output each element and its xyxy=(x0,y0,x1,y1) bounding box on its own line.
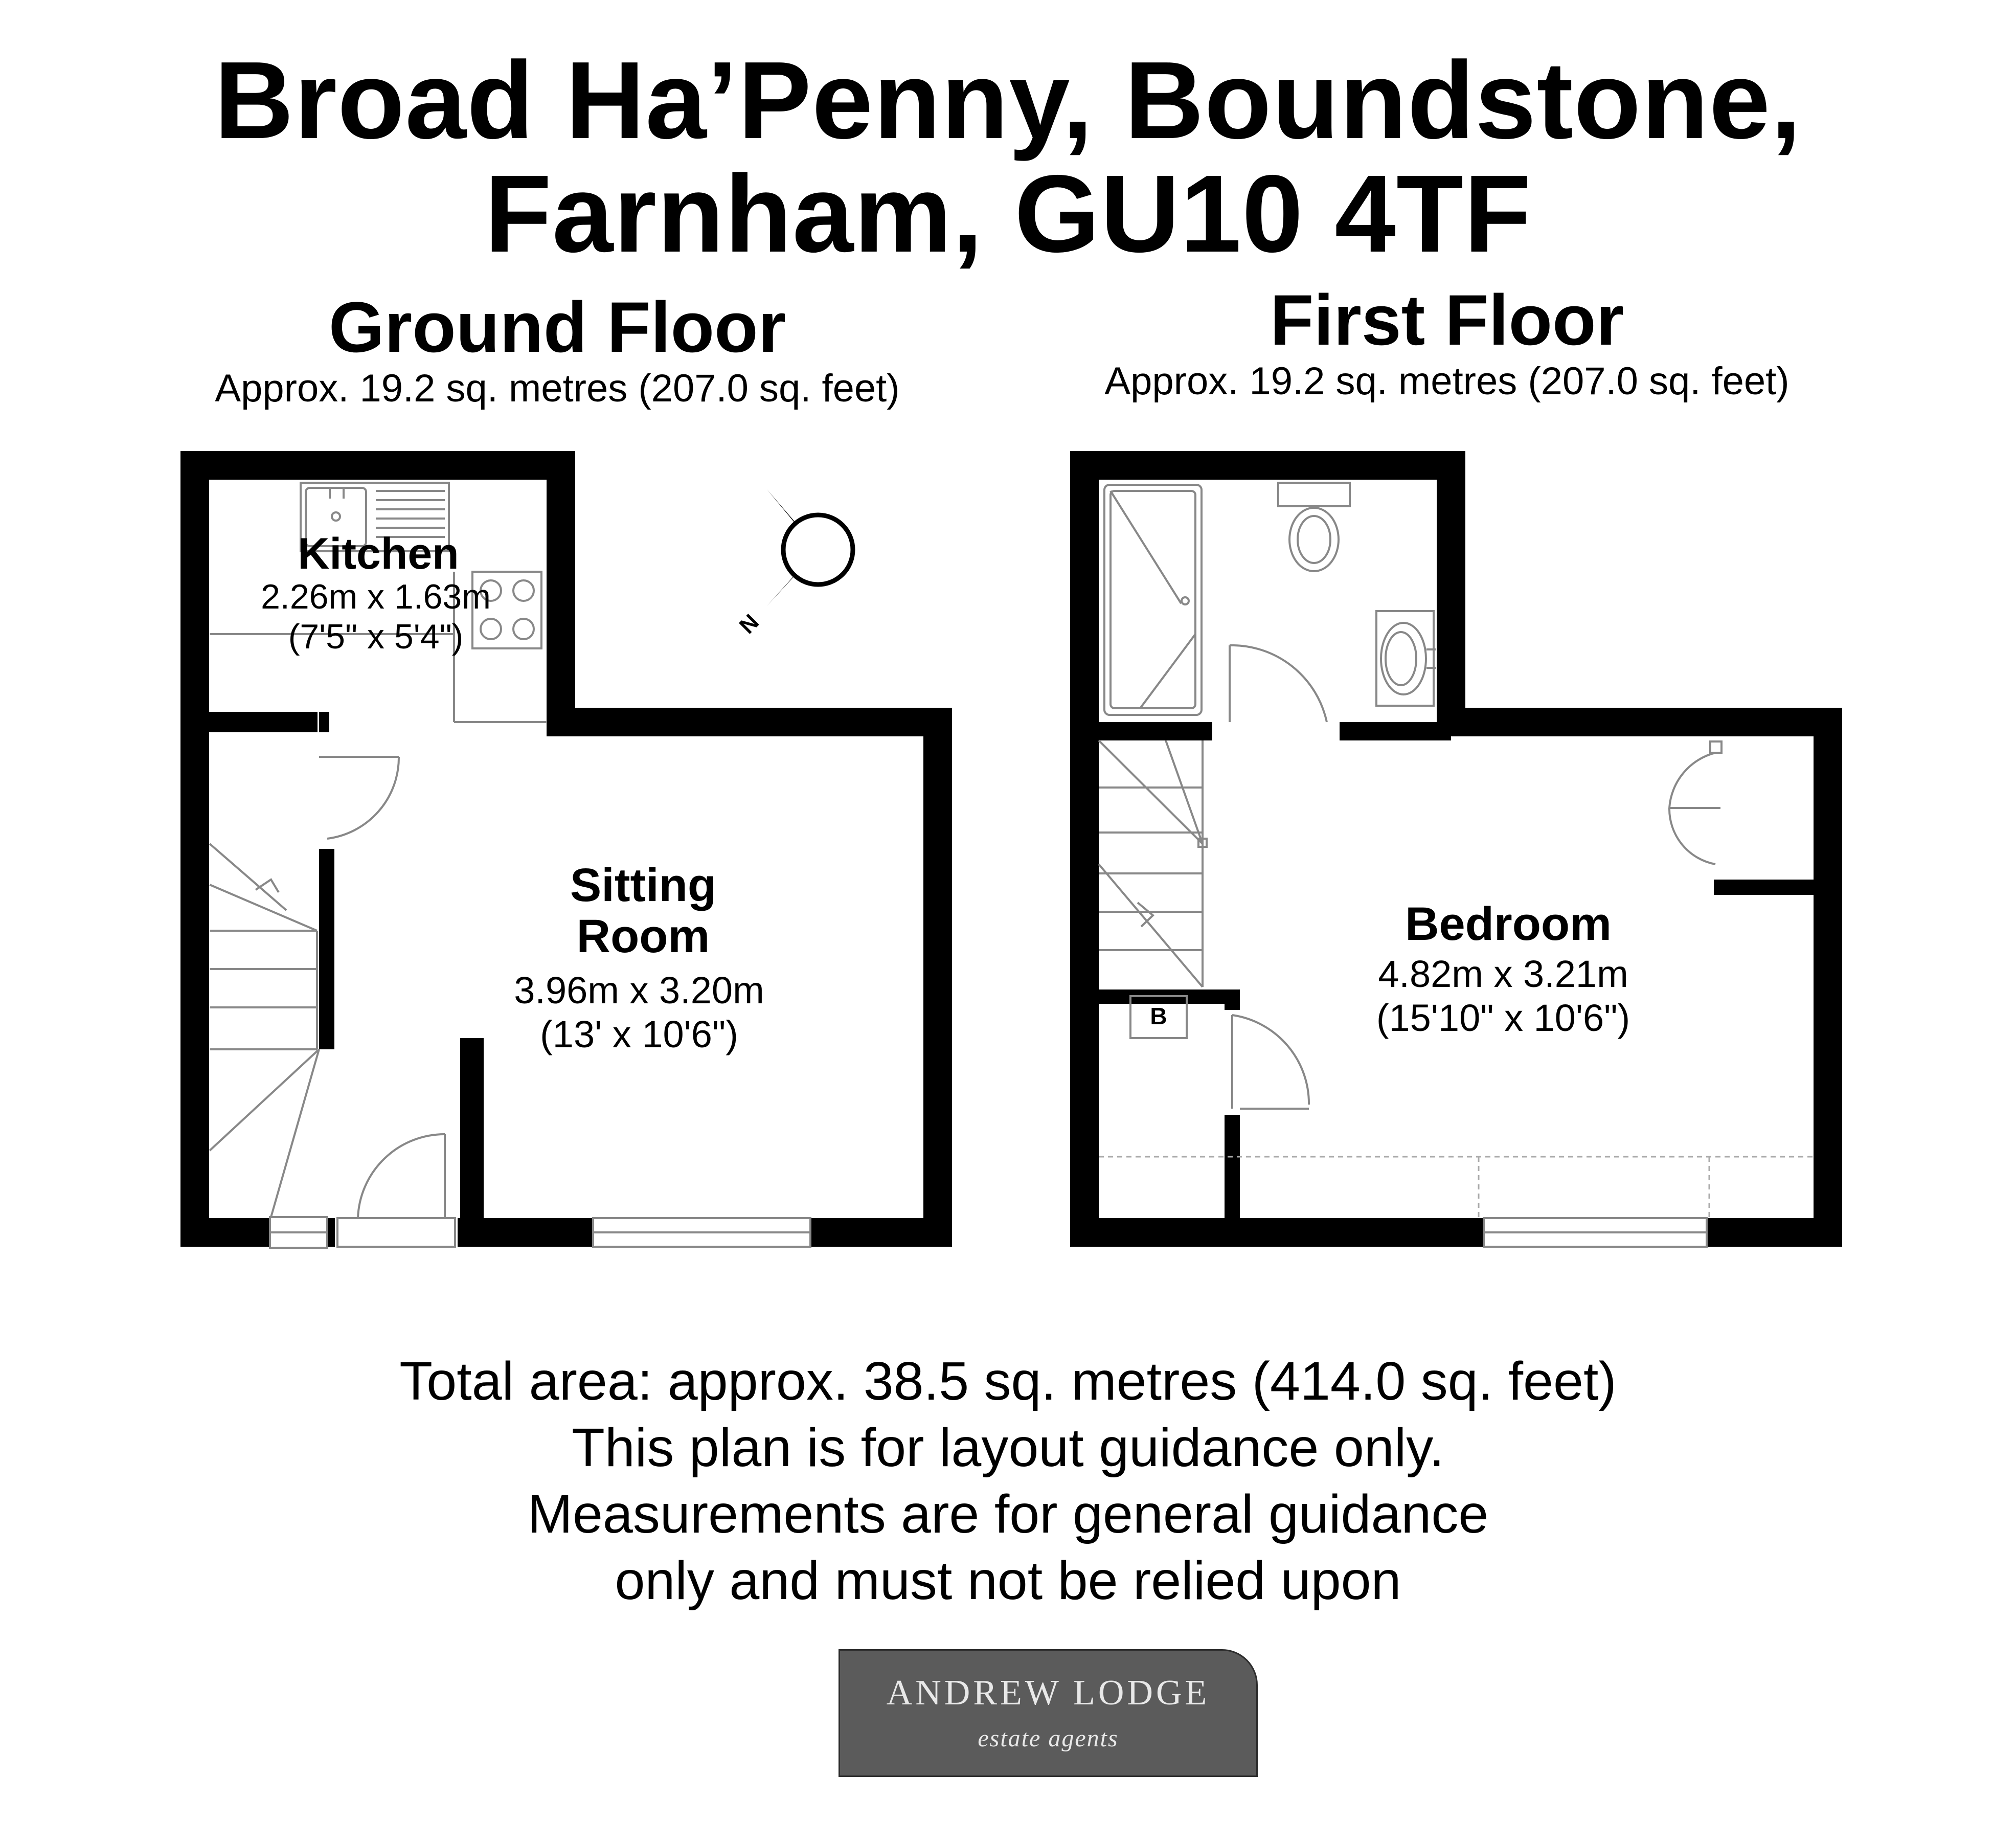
first-floor-heading: First Floor xyxy=(1270,280,1624,360)
first-floor-plan xyxy=(1084,465,1828,1248)
wardrobe-doors xyxy=(1669,741,1721,864)
disclaimer-line-2: Measurements are for general guidance xyxy=(527,1484,1489,1544)
sitting-room-name-line2: Room xyxy=(576,910,710,962)
compass-rose-icon xyxy=(735,489,878,639)
first-partition-cupboard-lower xyxy=(1225,1115,1240,1232)
cupboard-door xyxy=(1232,1015,1309,1109)
toilet-icon xyxy=(1278,483,1350,571)
bedroom-name: Bedroom xyxy=(1405,898,1612,950)
ground-floor-heading: Ground Floor xyxy=(328,287,786,367)
sitting-room-imperial: (13' x 10'6") xyxy=(540,1013,738,1055)
kitchen-name: Kitchen xyxy=(298,529,459,578)
total-area-text: Total area: approx. 38.5 sq. metres (414.0 sq. feet) xyxy=(399,1351,1617,1411)
ground-floor-area: Approx. 19.2 sq. metres (207.0 sq. feet) xyxy=(215,367,900,410)
disclaimer-line-3: only and must not be relied upon xyxy=(615,1550,1401,1611)
plan-title-line2: Farnham, GU10 4TF xyxy=(484,152,1532,275)
plan-title-line1: Broad Ha’Penny, Boundstone, xyxy=(214,38,1802,162)
bathroom-door xyxy=(1230,645,1327,722)
ground-staircase xyxy=(210,844,319,1217)
compass-north-label: N xyxy=(734,609,764,639)
first-partition-bath-left xyxy=(1084,722,1212,740)
kitchen-metric: 2.26m x 1.63m xyxy=(261,577,491,616)
ground-partition-hall-stub xyxy=(319,712,329,732)
first-partition-bath-right xyxy=(1340,722,1451,740)
ground-hall-door xyxy=(319,757,399,839)
logo-name: ANDREW LODGE xyxy=(886,1673,1210,1713)
ground-partition-sitting-wall xyxy=(460,1038,484,1232)
logo-tagline: estate agents xyxy=(978,1725,1119,1752)
bedroom-metric: 4.82m x 3.21m xyxy=(1378,953,1628,995)
bedroom-imperial: (15'10" x 10'6") xyxy=(1376,997,1630,1039)
first-partition-wardrobe xyxy=(1714,880,1828,895)
ground-partition-stair-wall xyxy=(319,849,334,1049)
wash-basin-icon xyxy=(1376,611,1436,706)
bath-icon xyxy=(1104,485,1202,715)
first-staircase xyxy=(1099,740,1207,987)
sitting-room-name-line1: Sitting xyxy=(570,859,717,911)
disclaimer-line-1: This plan is for layout guidance only. xyxy=(572,1418,1444,1478)
kitchen-imperial: (7'5" x 5'4") xyxy=(288,617,464,656)
andrew-lodge-logo xyxy=(839,1649,1258,1777)
ground-partition-kitchen-hall xyxy=(195,712,318,732)
first-floor-area: Approx. 19.2 sq. metres (207.0 sq. feet) xyxy=(1104,359,1790,403)
boiler-label: B xyxy=(1150,1003,1167,1029)
sitting-room-metric: 3.96m x 3.20m xyxy=(514,969,764,1011)
first-partition-cupboard-side xyxy=(1225,990,1240,1010)
